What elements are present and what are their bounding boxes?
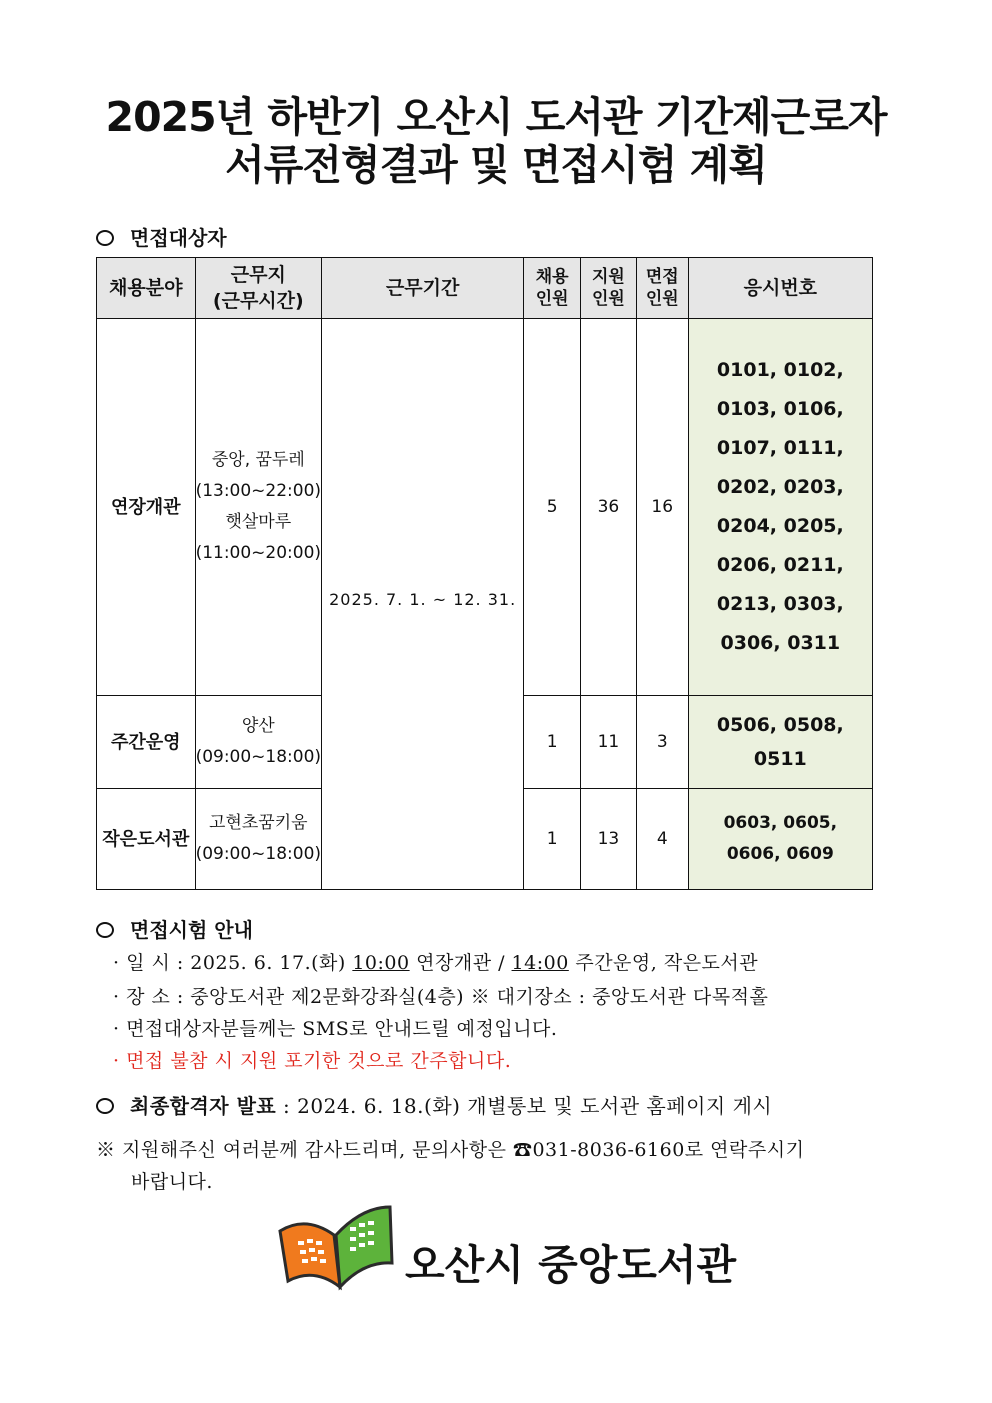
row-ids: 0101, 0102, 0103, 0106, 0107, 0111, 0202, 0203, 0204, 0205, 0206, 0211, 0213, 0303, 0306, 0311 bbox=[688, 319, 872, 696]
candidates-table bbox=[96, 257, 873, 890]
row-apply: 11 bbox=[581, 696, 637, 789]
header-period: 근무기간 bbox=[322, 258, 524, 319]
section-final-text: : 2024. 6. 18.(화) 개별통보 및 도서관 홈페이지 게시 bbox=[276, 1094, 773, 1118]
row-hire: 1 bbox=[524, 696, 581, 789]
interview-warning: · 면접 불참 시 지원 포기한 것으로 간주합니다. bbox=[113, 1050, 512, 1072]
row-apply: 13 bbox=[581, 789, 637, 890]
row-apply: 36 bbox=[581, 319, 637, 696]
row-field: 작은도서관 bbox=[97, 789, 196, 890]
section-final-label: 최종합격자 발표 bbox=[130, 1094, 277, 1118]
row-ids: 0506, 0508, 0511 bbox=[688, 696, 872, 789]
circle-bullet-icon bbox=[96, 230, 114, 246]
row-place: 고현초꿈키움 (09:00~18:00) bbox=[195, 789, 322, 890]
row-ids: 0603, 0605, 0606, 0609 bbox=[688, 789, 872, 890]
row-interview: 3 bbox=[636, 696, 688, 789]
table-header-row bbox=[97, 258, 873, 319]
row-field: 주간운영 bbox=[97, 696, 196, 789]
header-ids: 응시번호 bbox=[688, 258, 872, 319]
section-candidates-label: 면접대상자 bbox=[130, 226, 227, 250]
header-apply: 지원 인원 bbox=[581, 258, 637, 319]
header-field: 채용분야 bbox=[97, 258, 196, 319]
header-hire: 채용 인원 bbox=[524, 258, 581, 319]
row-place: 양산 (09:00~18:00) bbox=[195, 696, 322, 789]
interview-date: · 일 시 : 2025. 6. 17.(화) 10:00 연장개관 / 14:00 주간운영, 작은도서관 bbox=[113, 952, 759, 974]
row-interview: 16 bbox=[636, 319, 688, 696]
section-final bbox=[96, 1090, 772, 1119]
contact-note-line2: 바랍니다. bbox=[131, 1171, 213, 1193]
interview-sms-note: · 면접대상자분들께는 SMS로 안내드릴 예정입니다. bbox=[113, 1018, 558, 1040]
header-interview: 면접 인원 bbox=[636, 258, 688, 319]
section-interview bbox=[96, 914, 253, 943]
row-place: 중앙, 꿈두레 (13:00~22:00) 햇살마루 (11:00~20:00) bbox=[195, 319, 322, 696]
library-logo-icon bbox=[276, 1201, 396, 1291]
header-place: 근무지 (근무시간) bbox=[195, 258, 322, 319]
row-hire: 5 bbox=[524, 319, 581, 696]
contact-note-line1: ※ 지원해주신 여러분께 감사드리며, 문의사항은 ☎031-8036-6160로 연락주시기 bbox=[96, 1139, 805, 1161]
circle-bullet-icon bbox=[96, 1098, 114, 1114]
page-title-line2: 서류전형결과 및 면접시험 계획 bbox=[225, 141, 767, 189]
page-title-line1: 2025년 하반기 오산시 도서관 기간제근로자 bbox=[105, 93, 887, 141]
row-interview: 4 bbox=[636, 789, 688, 890]
circle-bullet-icon bbox=[96, 922, 114, 938]
section-interview-label: 면접시험 안내 bbox=[130, 918, 253, 942]
library-logo-text: 오산시 중앙도서관 bbox=[405, 1241, 737, 1289]
row-hire: 1 bbox=[524, 789, 581, 890]
table-row bbox=[97, 319, 873, 696]
section-candidates bbox=[96, 222, 227, 251]
row-period: 2025. 7. 1. ~ 12. 31. bbox=[322, 319, 524, 890]
interview-place: · 장 소 : 중앙도서관 제2문화강좌실(4층) ※ 대기장소 : 중앙도서관 다목적홀 bbox=[113, 986, 769, 1008]
row-field: 연장개관 bbox=[97, 319, 196, 696]
